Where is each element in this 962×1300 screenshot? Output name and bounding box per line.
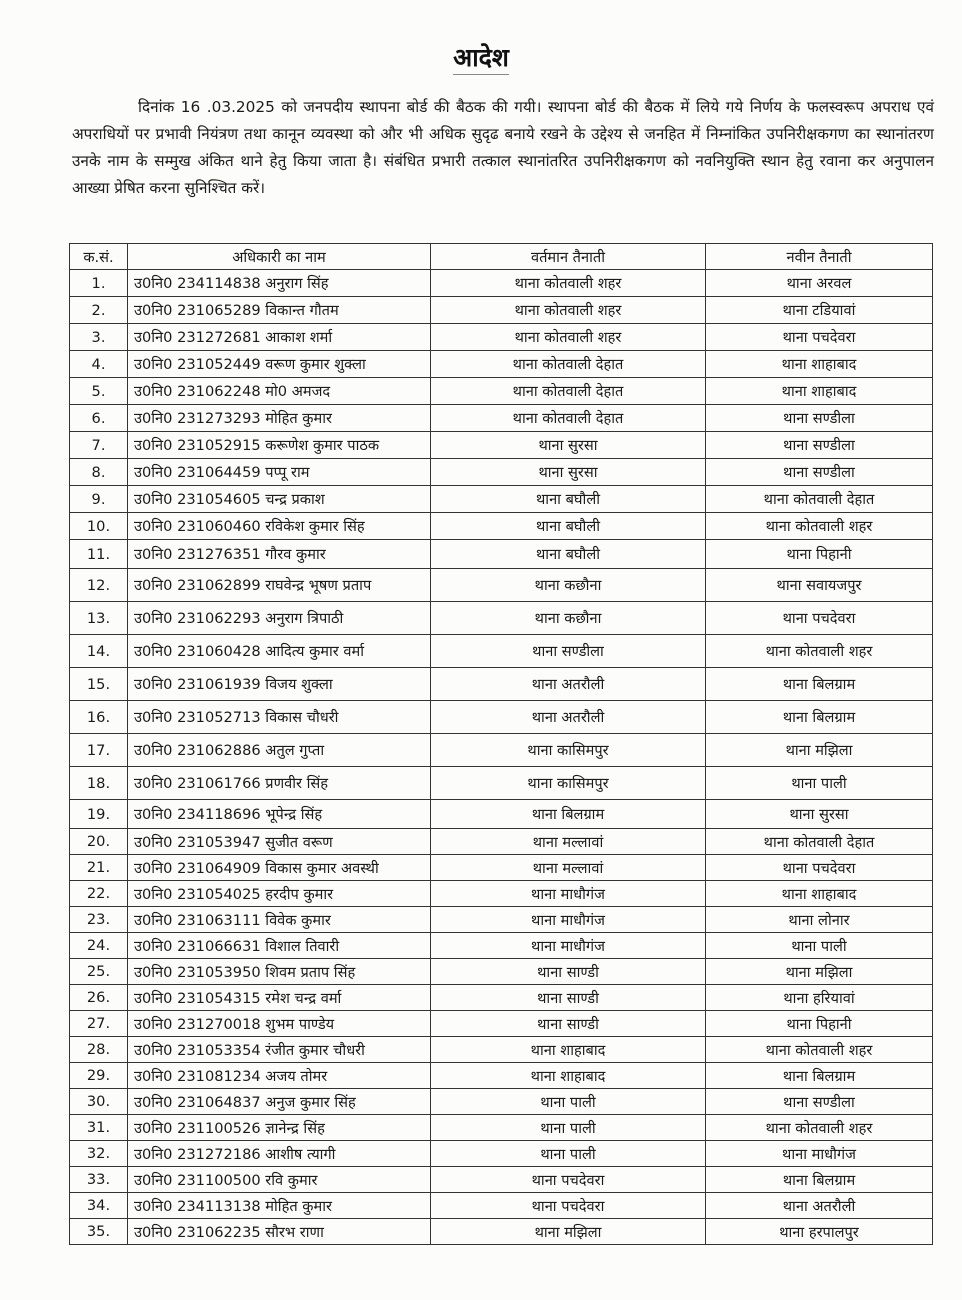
new-posting-cell: थाना सवायजपुर [706,569,933,602]
table-row [70,432,933,459]
officer-name-cell: उ0नि0 231054605 चन्द्र प्रकाश [128,486,431,513]
new-posting-cell: थाना मझिला [706,734,933,767]
serial-cell: 4. [70,351,128,378]
officer-name-cell: उ0नि0 231276351 गौरव कुमार [128,540,431,569]
serial-cell: 12. [70,569,128,602]
officer-name-cell: उ0नि0 231064837 अनुज कुमार सिंह [128,1089,431,1115]
current-posting-cell: थाना कासिमपुर [431,767,706,800]
current-posting-cell: थाना शाहाबाद [431,1063,706,1089]
current-posting-cell: थाना मल्लावां [431,829,706,855]
serial-cell: 6. [70,405,128,432]
new-posting-cell: थाना पचदेवरा [706,855,933,881]
current-posting-cell: थाना मल्लावां [431,855,706,881]
current-posting-cell: थाना पचदेवरा [431,1193,706,1219]
new-posting-cell: थाना सण्डीला [706,1089,933,1115]
officer-name-cell: उ0नि0 231065289 विकान्त गौतम [128,297,431,324]
current-posting-cell: थाना माधौगंज [431,881,706,907]
current-posting-cell: थाना अतरौली [431,668,706,701]
officer-name-cell: उ0नि0 231064909 विकास कुमार अवस्थी [128,855,431,881]
current-posting-cell: थाना कोतवाली शहर [431,270,706,297]
serial-cell: 35. [70,1219,128,1245]
new-posting-cell: थाना मझिला [706,959,933,985]
current-posting-cell: थाना कछौना [431,569,706,602]
table-row [70,270,933,297]
current-posting-cell: थाना पाली [431,1141,706,1167]
new-posting-cell: थाना पिहानी [706,1011,933,1037]
officer-name-cell: उ0नि0 231064459 पप्पू राम [128,459,431,486]
new-posting-cell: थाना कोतवाली देहात [706,486,933,513]
current-posting-cell: थाना साण्डी [431,959,706,985]
serial-cell: 17. [70,734,128,767]
table-header-row [70,244,933,270]
order-paragraph: दिनांक 16 .03.2025 को जनपदीय स्थापना बोर्ड की बैठक की गयी। स्थापना बोर्ड की बैठक में लिये गये निर्णय के फलस्वरूप अपराध एवं अपराधियों पर प्रभावी नियंत्रण तथा कानून व्यवस्था को और भी अधिक सुदृढ बनाये रखने के उद्देश्य से जनहित में निम्नांकित उपनिरीक्षकगण का स्थानांतरण उनके नाम के सम्मुख अंकित थाने हेतु किया जाता है। संबंधित प्रभारी तत्काल स्थानांतरित उपनिरीक्षकगण को नवनियुक्ति स्थान हेतु रवाना कर अनुपालन आख्या प्रेषित करना सुनिश्चित करें। [72,98,934,197]
serial-cell: 3. [70,324,128,351]
serial-cell: 27. [70,1011,128,1037]
table-row [70,602,933,635]
serial-cell: 33. [70,1167,128,1193]
new-posting-cell: थाना शाहाबाद [706,881,933,907]
serial-cell: 31. [70,1115,128,1141]
serial-cell: 23. [70,907,128,933]
current-posting-cell: थाना बघौली [431,513,706,540]
serial-cell: 5. [70,378,128,405]
current-posting-cell: थाना कछौना [431,602,706,635]
new-posting-cell: थाना पिहानी [706,540,933,569]
header-officer-name: अधिकारी का नाम [128,244,431,270]
table-row [70,297,933,324]
table-row [70,767,933,800]
table-row [70,1037,933,1063]
current-posting-cell: थाना पचदेवरा [431,1167,706,1193]
officer-name-cell: उ0नि0 231054025 हरदीप कुमार [128,881,431,907]
table-row [70,959,933,985]
order-title [0,40,962,74]
current-posting-cell: थाना मझिला [431,1219,706,1245]
current-posting-cell: थाना बघौली [431,486,706,513]
table-row [70,324,933,351]
officer-name-cell: उ0नि0 231062293 अनुराग त्रिपाठी [128,602,431,635]
serial-cell: 16. [70,701,128,734]
new-posting-cell: थाना सण्डीला [706,405,933,432]
serial-cell: 19. [70,800,128,829]
new-posting-cell: थाना कोतवाली शहर [706,513,933,540]
table-row [70,734,933,767]
table-row [70,881,933,907]
officer-name-cell: उ0नि0 231062248 मो0 अमजद [128,378,431,405]
new-posting-cell: थाना शाहाबाद [706,351,933,378]
officer-name-cell: उ0नि0 231060460 रविकेश कुमार सिंह [128,513,431,540]
new-posting-cell: थाना बिलग्राम [706,1063,933,1089]
current-posting-cell: थाना पाली [431,1115,706,1141]
serial-cell: 11. [70,540,128,569]
serial-cell: 30. [70,1089,128,1115]
current-posting-cell: थाना माधौगंज [431,933,706,959]
table-body [70,270,933,1245]
header-current-posting: वर्तमान तैनाती [431,244,706,270]
new-posting-cell: थाना कोतवाली देहात [706,829,933,855]
serial-cell: 1. [70,270,128,297]
officer-name-cell: उ0नि0 231272681 आकाश शर्मा [128,324,431,351]
table-row [70,907,933,933]
officer-name-cell: उ0नि0 231100500 रवि कुमार [128,1167,431,1193]
officer-name-cell: उ0नि0 231060428 आदित्य कुमार वर्मा [128,635,431,668]
order-title-text: आदेश [453,43,509,75]
serial-cell: 32. [70,1141,128,1167]
officer-name-cell: उ0नि0 231053354 रंजीत कुमार चौधरी [128,1037,431,1063]
table-row [70,1089,933,1115]
officer-name-cell: उ0नि0 231061766 प्रणवीर सिंह [128,767,431,800]
current-posting-cell: थाना साण्डी [431,985,706,1011]
table-row [70,985,933,1011]
officer-name-cell: उ0नि0 231273293 मोहित कुमार [128,405,431,432]
officer-name-cell: उ0नि0 231272186 आशीष त्यागी [128,1141,431,1167]
transfer-table [69,243,933,1245]
new-posting-cell: थाना टडियावां [706,297,933,324]
table-row [70,569,933,602]
serial-cell: 25. [70,959,128,985]
new-posting-cell: थाना पचदेवरा [706,324,933,351]
current-posting-cell: थाना कोतवाली देहात [431,351,706,378]
current-posting-cell: थाना कोतवाली शहर [431,297,706,324]
current-posting-cell: थाना शाहाबाद [431,1037,706,1063]
table-row [70,486,933,513]
new-posting-cell: थाना पाली [706,767,933,800]
serial-cell: 13. [70,602,128,635]
header-serial: क.सं. [70,244,128,270]
table-row [70,1167,933,1193]
current-posting-cell: थाना बघौली [431,540,706,569]
new-posting-cell: थाना अतरौली [706,1193,933,1219]
serial-cell: 7. [70,432,128,459]
new-posting-cell: थाना माधौगंज [706,1141,933,1167]
new-posting-cell: थाना सण्डीला [706,432,933,459]
table-row [70,1219,933,1245]
new-posting-cell: थाना पाली [706,933,933,959]
table-row [70,668,933,701]
officer-name-cell: उ0नि0 234114838 अनुराग सिंह [128,270,431,297]
current-posting-cell: थाना कोतवाली देहात [431,405,706,432]
current-posting-cell: थाना सुरसा [431,432,706,459]
new-posting-cell: थाना बिलग्राम [706,1167,933,1193]
table-row [70,635,933,668]
header-new-posting: नवीन तैनाती [706,244,933,270]
officer-name-cell: उ0नि0 231062235 सौरभ राणा [128,1219,431,1245]
current-posting-cell: थाना कासिमपुर [431,734,706,767]
table-row [70,1011,933,1037]
table-row [70,459,933,486]
serial-cell: 10. [70,513,128,540]
officer-name-cell: उ0नि0 231052449 वरूण कुमार शुक्ला [128,351,431,378]
table-row [70,1193,933,1219]
serial-cell: 24. [70,933,128,959]
current-posting-cell: थाना साण्डी [431,1011,706,1037]
officer-name-cell: उ0नि0 231053950 शिवम प्रताप सिंह [128,959,431,985]
serial-cell: 22. [70,881,128,907]
officer-name-cell: उ0नि0 231063111 विवेक कुमार [128,907,431,933]
officer-name-cell: उ0नि0 231061939 विजय शुक्ला [128,668,431,701]
table-row [70,701,933,734]
current-posting-cell: थाना कोतवाली देहात [431,378,706,405]
officer-name-cell: उ0नि0 234118696 भूपेन्द्र सिंह [128,800,431,829]
current-posting-cell: थाना अतरौली [431,701,706,734]
serial-cell: 18. [70,767,128,800]
table-row [70,1063,933,1089]
officer-name-cell: उ0नि0 231052915 करूणेश कुमार पाठक [128,432,431,459]
table-row [70,1115,933,1141]
current-posting-cell: थाना सण्डीला [431,635,706,668]
table-row [70,933,933,959]
serial-cell: 28. [70,1037,128,1063]
new-posting-cell: थाना कोतवाली शहर [706,1037,933,1063]
table-row [70,855,933,881]
table-row [70,351,933,378]
new-posting-cell: थाना हरियावां [706,985,933,1011]
officer-name-cell: उ0नि0 231270018 शुभम पाण्डेय [128,1011,431,1037]
current-posting-cell: थाना कोतवाली शहर [431,324,706,351]
officer-name-cell: उ0नि0 231053947 सुजीत वरूण [128,829,431,855]
current-posting-cell: थाना बिलग्राम [431,800,706,829]
new-posting-cell: थाना अरवल [706,270,933,297]
serial-cell: 9. [70,486,128,513]
new-posting-cell: थाना लोनार [706,907,933,933]
officer-name-cell: उ0नि0 231062899 राघवेन्द्र भूषण प्रताप [128,569,431,602]
serial-cell: 14. [70,635,128,668]
table-row [70,513,933,540]
new-posting-cell: थाना सण्डीला [706,459,933,486]
serial-cell: 26. [70,985,128,1011]
serial-cell: 8. [70,459,128,486]
new-posting-cell: थाना हरपालपुर [706,1219,933,1245]
new-posting-cell: थाना पचदेवरा [706,602,933,635]
new-posting-cell: थाना बिलग्राम [706,668,933,701]
officer-name-cell: उ0नि0 231081234 अजय तोमर [128,1063,431,1089]
new-posting-cell: थाना कोतवाली शहर [706,635,933,668]
new-posting-cell: थाना शाहाबाद [706,378,933,405]
officer-name-cell: उ0नि0 231100526 ज्ञानेन्द्र सिंह [128,1115,431,1141]
officer-name-cell: उ0नि0 231052713 विकास चौधरी [128,701,431,734]
officer-name-cell: उ0नि0 231066631 विशाल तिवारी [128,933,431,959]
current-posting-cell: थाना पाली [431,1089,706,1115]
serial-cell: 21. [70,855,128,881]
table-row [70,1141,933,1167]
serial-cell: 2. [70,297,128,324]
table-row [70,800,933,829]
officer-name-cell: उ0नि0 231062886 अतुल गुप्ता [128,734,431,767]
new-posting-cell: थाना बिलग्राम [706,701,933,734]
serial-cell: 15. [70,668,128,701]
table-row [70,405,933,432]
new-posting-cell: थाना सुरसा [706,800,933,829]
serial-cell: 29. [70,1063,128,1089]
new-posting-cell: थाना कोतवाली शहर [706,1115,933,1141]
current-posting-cell: थाना सुरसा [431,459,706,486]
current-posting-cell: थाना माधौगंज [431,907,706,933]
table-row [70,378,933,405]
table-row [70,540,933,569]
table-row [70,829,933,855]
officer-name-cell: उ0नि0 231054315 रमेश चन्द्र वर्मा [128,985,431,1011]
serial-cell: 20. [70,829,128,855]
serial-cell: 34. [70,1193,128,1219]
officer-name-cell: उ0नि0 234113138 मोहित कुमार [128,1193,431,1219]
